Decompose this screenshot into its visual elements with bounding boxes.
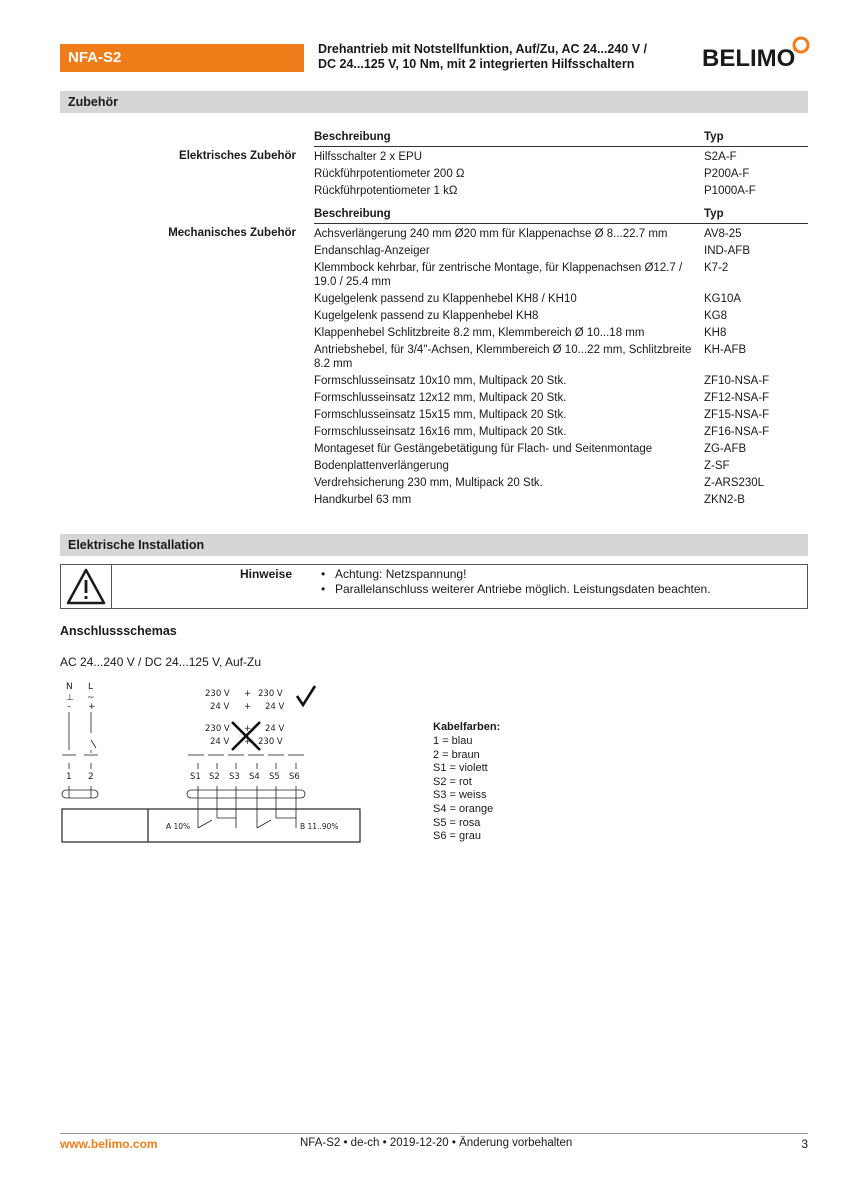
section-accessories: Zubehör	[60, 91, 808, 113]
table-row	[314, 408, 808, 422]
aux-terminal-lines	[187, 755, 305, 828]
footer-website-link[interactable]: www.belimo.com	[60, 1137, 158, 1151]
wiring-diagram	[60, 678, 370, 848]
row-type: S2A-F	[704, 151, 737, 163]
svg-text:S2: S2	[209, 772, 220, 782]
symbol-minus: –	[67, 702, 72, 712]
terminal-1: 1	[66, 772, 72, 782]
svg-text:S3: S3	[229, 772, 240, 782]
table-row	[314, 184, 808, 198]
label-l: L	[88, 682, 94, 692]
symbol-plus: +	[88, 702, 96, 712]
svg-text:24 V: 24 V	[265, 702, 285, 712]
col-description: Beschreibung	[314, 131, 391, 143]
warning-triangle-icon	[61, 565, 111, 608]
row-description: Formschlusseinsatz 15x15 mm, Multipack 20 Stk.	[314, 409, 567, 421]
row-type: K7-2	[704, 262, 729, 274]
cable-color-item: S3 = weiss	[433, 789, 487, 802]
note-item: • Parallelanschluss weiterer Antriebe möglich. Leistungsdaten beachten.	[321, 582, 711, 597]
row-description: Montageset für Gestängebetätigung für Flach- und Seitenmontage	[314, 443, 653, 455]
supply-wiring	[62, 712, 98, 798]
cable-color-item: S1 = violett	[433, 762, 488, 775]
row-description: Formschlusseinsatz 12x12 mm, Multipack 20 Stk.	[314, 392, 567, 404]
row-description: Verdrehsicherung 230 mm, Multipack 20 Stk.	[314, 477, 543, 489]
row-type: IND-AFB	[704, 245, 750, 257]
cable-color-item: 2 = braun	[433, 748, 480, 761]
mechanical-accessories-label: Mechanisches Zubehör	[168, 227, 296, 239]
table-row	[314, 167, 808, 181]
svg-text:230 V: 230 V	[258, 689, 283, 699]
row-type: KH8	[704, 327, 727, 339]
row-description: Achsverlängerung 240 mm Ø20 mm für Klappenachse Ø 8...22.7 mm	[314, 228, 668, 240]
wiring-schema-subtitle: AC 24...240 V / DC 24...125 V, Auf-Zu	[60, 655, 262, 669]
title-line-2: DC 24...125 V, 10 Nm, mit 2 integrierten Hilfsschaltern	[318, 57, 635, 71]
col-description: Beschreibung	[314, 208, 391, 220]
electrical-accessories-label: Elektrisches Zubehör	[179, 150, 296, 162]
col-type: Typ	[704, 131, 724, 143]
wiring-schema-title: Anschlussschemas	[60, 624, 177, 638]
table-row	[314, 309, 808, 323]
table-row	[314, 391, 808, 405]
row-type: ZF10-NSA-F	[704, 375, 770, 387]
mechanical-accessories-table	[314, 205, 808, 507]
electrical-accessories-table	[314, 128, 808, 198]
row-description: Formschlusseinsatz 10x10 mm, Multipack 20 Stk.	[314, 375, 567, 387]
cable-color-item: S5 = rosa	[433, 816, 481, 829]
row-type: Z-SF	[704, 460, 730, 472]
row-description: Klappenhebel Schlitzbreite 8.2 mm, Klemmbereich Ø 10...18 mm	[314, 327, 645, 339]
svg-text:S1: S1	[190, 772, 201, 782]
table-row	[314, 442, 808, 456]
table-row	[314, 493, 808, 507]
svg-text:230 V: 230 V	[205, 689, 230, 699]
row-type: KH-AFB	[704, 344, 747, 356]
row-description: Rückführpotentiometer 1 kΩ	[314, 185, 458, 197]
warning-cell	[61, 565, 112, 608]
table-row	[314, 326, 808, 340]
footer-meta: NFA-S2 • de-ch • 2019-12-20 • Änderung vorbehalten	[300, 1137, 573, 1149]
label-n: N	[66, 682, 73, 692]
row-type: KG10A	[704, 293, 742, 305]
table-row	[314, 244, 808, 258]
symbol-ac: ~	[87, 693, 95, 703]
cable-color-item: S4 = orange	[433, 802, 494, 815]
svg-text:+: +	[244, 689, 252, 699]
svg-text:S5: S5	[269, 772, 280, 782]
svg-text:+: +	[244, 737, 252, 747]
svg-text:+: +	[244, 724, 252, 734]
table-row	[314, 459, 808, 473]
svg-text:24 V: 24 V	[210, 737, 230, 747]
switch-b-label: B 11..90%	[300, 822, 339, 831]
cable-colors-list	[433, 735, 493, 844]
row-description: Klemmbock kehrbar, für zentrische Montage, für Klappenachsen Ø12.7 / 19.0 / 25.4 mm	[314, 262, 683, 288]
notes-list	[321, 567, 711, 597]
notes-label: Hinweise	[239, 567, 292, 581]
svg-text:S4: S4	[249, 772, 260, 782]
table-row	[314, 343, 808, 371]
row-description: Bodenplattenverlängerung	[314, 460, 449, 472]
section-electrical-installation: Elektrische Installation	[60, 534, 808, 556]
row-description: Rückführpotentiometer 200 Ω	[314, 168, 465, 180]
svg-text:24 V: 24 V	[265, 724, 285, 734]
row-type: KG8	[704, 310, 728, 322]
table-row	[314, 150, 808, 164]
row-description: Formschlusseinsatz 16x16 mm, Multipack 20 Stk.	[314, 426, 567, 438]
table-row	[314, 425, 808, 439]
row-type: ZG-AFB	[704, 443, 747, 455]
cable-color-item: 1 = blau	[433, 735, 473, 747]
row-type: ZF16-NSA-F	[704, 426, 770, 438]
voltage-valid-combo	[205, 689, 285, 712]
title-line-1: Drehantrieb mit Notstellfunktion, Auf/Zu, AC 24...240 V /	[318, 42, 647, 56]
footer-divider	[60, 1133, 808, 1134]
switch-a-label: A 10%	[166, 822, 191, 831]
row-description: Hilfsschalter 2 x EPU	[314, 151, 423, 163]
table-row	[314, 227, 808, 241]
row-type: P1000A-F	[704, 185, 756, 197]
row-type: Z-ARS230L	[704, 477, 765, 489]
product-code-tag: NFA-S2	[60, 44, 304, 72]
table-header	[314, 128, 808, 147]
row-description: Antriebshebel, für 3/4"-Achsen, Klemmbereich Ø 10...22 mm, Schlitzbreite 8.2 mm	[314, 344, 692, 370]
table-row	[314, 476, 808, 490]
row-type: P200A-F	[704, 168, 750, 180]
svg-text:24 V: 24 V	[210, 702, 230, 712]
table-row	[314, 261, 808, 289]
terminal-2: 2	[88, 772, 94, 782]
table-row	[314, 374, 808, 388]
row-description: Handkurbel 63 mm	[314, 494, 412, 506]
notes-box	[60, 564, 808, 609]
row-type: AV8-25	[704, 228, 742, 240]
col-type: Typ	[704, 208, 724, 220]
row-description: Kugelgelenk passend zu Klappenhebel KH8 / KH10	[314, 293, 577, 305]
table-header	[314, 205, 808, 224]
cable-color-item: S6 = grau	[433, 830, 482, 843]
cable-colors-title: Kabelfarben:	[433, 721, 501, 733]
brand-text: BELIMO	[702, 45, 796, 72]
svg-text:230 V: 230 V	[205, 724, 230, 734]
symbol-ground: ⊥	[66, 693, 74, 703]
note-item: • Achtung: Netzspannung!	[321, 567, 711, 582]
row-type: ZF12-NSA-F	[704, 392, 770, 404]
check-icon	[297, 686, 315, 705]
page-number: 3	[801, 1137, 808, 1151]
svg-text:S6: S6	[289, 772, 300, 782]
row-description: Endanschlag-Anzeiger	[314, 245, 430, 257]
svg-text:+: +	[244, 702, 252, 712]
document-title	[318, 42, 690, 72]
cable-color-item: S2 = rot	[433, 775, 472, 788]
row-type: ZKN2-B	[704, 494, 745, 506]
row-description: Kugelgelenk passend zu Klappenhebel KH8	[314, 310, 539, 322]
belimo-logo	[700, 34, 812, 74]
table-row	[314, 292, 808, 306]
aux-terminal-labels	[190, 772, 300, 782]
svg-text:230 V: 230 V	[258, 737, 283, 747]
row-type: ZF15-NSA-F	[704, 409, 770, 421]
